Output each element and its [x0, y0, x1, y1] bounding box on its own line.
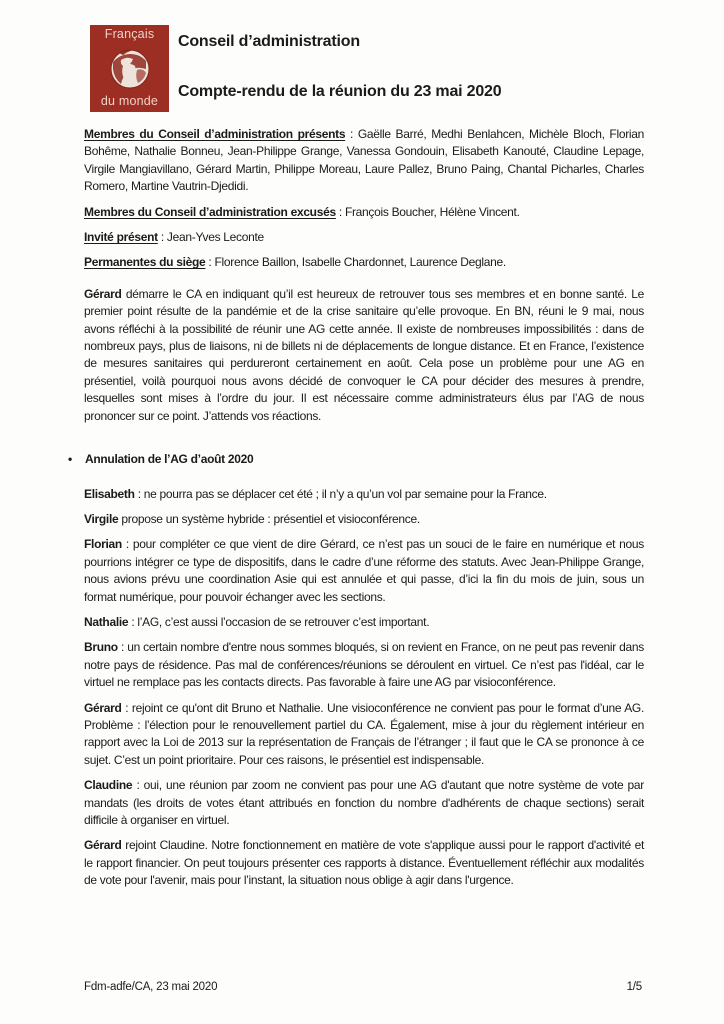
intro-speaker: Gérard: [84, 286, 122, 301]
speaker-text: : l’AG, c’est aussi l’occasion de se retrouver c’est important.: [128, 614, 430, 629]
section-heading-text: Annulation de l’AG d’août 2020: [85, 452, 254, 467]
speaker-text: : rejoint ce qu'ont dit Bruno et Nathalie. Une visioconférence ne convient pas pour le format d’une AG. Problème : l’élection pour le renouvellement partiel du CA. Également, mise à jour du règlement intérieur en rapport avec la Loi de 2013 sur la représentation de Français de l’étranger ; il faut que le CA se prononce à ce sujet. C’est un point prioritaire. Pour ces raisons, le présentiel est indispensable.: [84, 700, 644, 767]
members-excused-paragraph: [84, 204, 644, 221]
section-heading: [68, 451, 644, 468]
document-subtitle: Compte-rendu de la réunion du 23 mai 2020: [178, 83, 502, 100]
staff-names: : Florence Baillon, Isabelle Chardonnet, Laurence Deglane.: [205, 255, 506, 270]
page-footer: [84, 981, 642, 993]
guest-present-paragraph: [84, 229, 644, 246]
footer-document-reference: Fdm-adfe/CA, 23 mai 2020: [84, 981, 218, 993]
members-present-paragraph: [84, 126, 644, 196]
speaker-text: propose un système hybride : présentiel et visioconférence.: [118, 511, 420, 526]
speaker-text: : ne pourra pas se déplacer cet été ; il n’y a qu’un vol par semaine pour la France.: [134, 486, 547, 501]
speaker-name: Nathalie: [84, 614, 129, 629]
speaker-name: Bruno: [84, 640, 118, 655]
intro-text: démarre le CA en indiquant qu’il est heureux de retrouver tous ses membres et en bonne santé. Le premier point résulte de la pandémie et de la crise sanitaire qu’elle provoque. En BN, réuni le 9 mai, nous avons réfléchi à la possibilité de réunir une AG cette année. Il existe de nombreuses impossibilités : dans de nombreux pays, plus de liaisons, ni de billets ni de déplacements de longue distance. Et en France, l’existence de mesures sanitaires qui perdureront certainement en août. Cela pose un problème pour une AG en présentiel, voilà pourquoi nous avons décidé de convoquer le CA pour décider des mesures à prendre, lesquelles sont mises à l’ordre du jour. Il est nécessaire comme administrateurs élus par l’AG de nous prononcer sur ce point. J’attends vos réactions.: [84, 286, 644, 423]
globe-icon: [107, 46, 153, 90]
staff-paragraph: [84, 254, 644, 271]
discussion-paragraph: [84, 639, 644, 691]
title-block: [178, 32, 501, 132]
speaker-name: Virgile: [84, 511, 119, 526]
document-title: Conseil d’administration: [178, 33, 360, 50]
discussion-paragraph: [84, 837, 644, 889]
discussion-paragraph: [84, 700, 644, 770]
discussion-paragraph: [84, 614, 644, 631]
document-header: [84, 25, 644, 126]
members-excused-label: Membres du Conseil d’administration excusés: [84, 204, 336, 219]
footer-page-number: 1/5: [626, 981, 642, 993]
speaker-name: Claudine: [84, 778, 133, 793]
speaker-name: Elisabeth: [84, 486, 135, 501]
page-content: [68, 25, 645, 898]
speaker-text: : pour compléter ce que vient de dire Gérard, ce n’est pas un souci de le faire en numérique et nous pourrions intégrer ce type de dispositifs, dans le cadre d’une réforme des statuts. Avec Jean-Philippe Grange, nous avions prévu une coordination Asie qui est annulée et qui passe, d’ici la fin du mois de juin, sous un format numérique, pour pouvoir échanger avec les sections.: [84, 537, 644, 604]
discussion-paragraph: [84, 536, 644, 606]
speaker-text: : un certain nombre d'entre nous sommes bloqués, si on revient en France, on ne peut pas revenir dans notre pays de résidence. Pas mal de conférences/réunions se déroulent en virtuel. Ce n’est pas l'idéal, car le virtuel ne remplace pas les contacts directs. Pas favorable à faire une AG par visioconférence.: [84, 640, 644, 690]
discussion-paragraph: [84, 777, 644, 829]
logo-text-bottom: du monde: [100, 94, 159, 108]
speaker-text: rejoint Claudine. Notre fonctionnement en matière de vote s'applique aussi pour le rapport d'activité et le rapport financier. On peut toujours présenter ces rapports à distance. Éventuellement réfléchir aux modalités de vote pour l'avenir, mais pour l’instant, la situation nous oblige à agir dans l'urgence.: [84, 838, 644, 888]
members-present-names: : Gaëlle Barré, Medhi Benlahcen, Michèle Bloch, Florian Bohême, Nathalie Bonneu, Jean-Philippe Grange, Vanessa Gondouin, Elisabeth Kanouté, Claudine Lepage, Virgile Mangiavillano, Gérard Martin, Philippe Moreau, Laure Pallez, Bruno Paing, Chantal Picharles, Charles Romero, Martine Vautrin-Djedidi.: [84, 127, 645, 194]
discussion-paragraph: [84, 511, 644, 528]
speaker-name: Gérard: [84, 838, 122, 853]
intro-paragraph: [84, 286, 644, 425]
speaker-name: Florian: [84, 537, 122, 552]
logo-text-top: Français: [104, 27, 155, 41]
speaker-name: Gérard: [84, 700, 122, 715]
members-excused-names: : François Boucher, Hélène Vincent.: [335, 204, 520, 219]
bullet-icon: •: [68, 452, 72, 467]
francais-du-monde-logo: [90, 25, 169, 112]
speaker-text: : oui, une réunion par zoom ne convient pas pour une AG d'autant que notre système de vote par mandats (les droits de votes étant attribués en fonction du nombre d'adhérents de chaque sections) serait difficile à organiser en virtuel.: [84, 778, 644, 827]
guest-present-label: Invité présent: [84, 230, 158, 245]
guest-present-names: : Jean-Yves Leconte: [157, 230, 264, 245]
discussion-paragraph: [84, 486, 644, 503]
members-present-label: Membres du Conseil d’administration présents: [84, 127, 346, 141]
staff-label: Permanentes du siège: [84, 255, 206, 270]
attendance-block: [68, 126, 645, 890]
